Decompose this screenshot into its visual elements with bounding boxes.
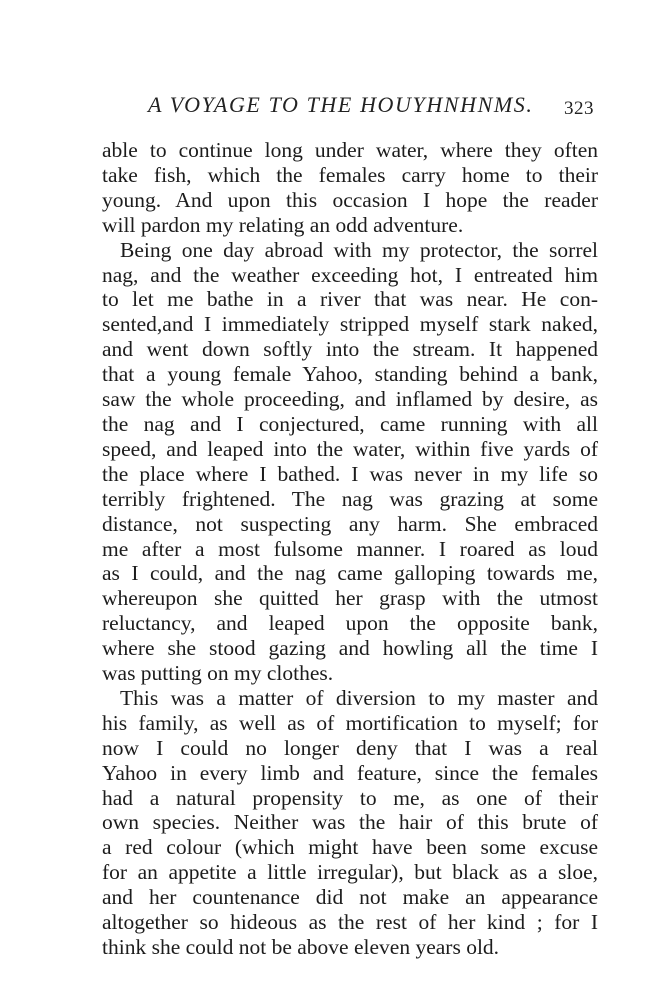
text-line: Being one day abroad with my protector, the sorrel [120,237,598,262]
text-line: was putting on my clothes. [102,661,334,686]
text-line: own species. Neither was the hair of this brute of [102,810,598,835]
text-line: that a young female Yahoo, standing behind a bank, [102,362,598,387]
text-line: Yahoo in every limb and feature, since the females [102,760,598,785]
body-text [102,138,598,960]
text-line: had a natural propensity to me, as one of their [102,785,598,810]
text-line: whereupon she quitted her grasp with the utmost [102,586,598,611]
text-line: and her countenance did not make an appearance [102,885,598,910]
text-line: speed, and leaped into the water, within five yards of [102,436,598,461]
text-line: able to continue long under water, where they often [102,138,598,162]
text-line: as I could, and the nag came galloping towards me, [102,561,598,586]
text-line: the nag and I conjectured, came running with all [102,411,598,436]
paragraph [102,238,598,686]
text-line: to let me bathe in a river that was near. He con- [102,287,598,312]
text-line: for an appetite a little irregular), but black as a sloe, [102,860,598,885]
text-line: altogether so hideous as the rest of her kind ; for I [102,910,598,935]
text-line: now I could no longer deny that I was a real [102,735,598,760]
text-line: take fish, which the females carry home to their [102,162,598,187]
text-line: This was a matter of diversion to my master and [120,685,598,710]
text-line: will pardon my relating an odd adventure. [102,212,464,237]
paragraph [102,686,598,960]
text-line: think she could not be above eleven years old. [102,935,500,959]
text-line: reluctancy, and leaped upon the opposite bank, [102,611,598,636]
paragraph [102,138,598,238]
text-line: a red colour (which might have been some excuse [102,835,598,860]
text-line: and went down softly into the stream. It happened [102,337,598,362]
text-line: nag, and the weather exceeding hot, I entreated him [102,262,598,287]
text-line: me after a most fulsome manner. I roared as loud [102,536,598,561]
page-number: 323 [564,98,594,119]
text-line: where she stood gazing and howling all the time I [102,636,598,661]
text-line: the place where I bathed. I was never in my life so [102,461,598,486]
text-line: sented,and I immediately stripped myself stark naked, [102,312,598,337]
text-line: his family, as well as of mortification to myself; for [102,710,598,735]
text-line: distance, not suspecting any harm. She embraced [102,511,598,536]
text-line: young. And upon this occasion I hope the reader [102,187,598,212]
text-line: saw the whole proceeding, and inflamed by desire, as [102,387,598,412]
text-line: terribly frightened. The nag was grazing at some [102,486,598,511]
running-head-title: A VOYAGE TO THE HOUYHNHNMS. [148,92,534,117]
